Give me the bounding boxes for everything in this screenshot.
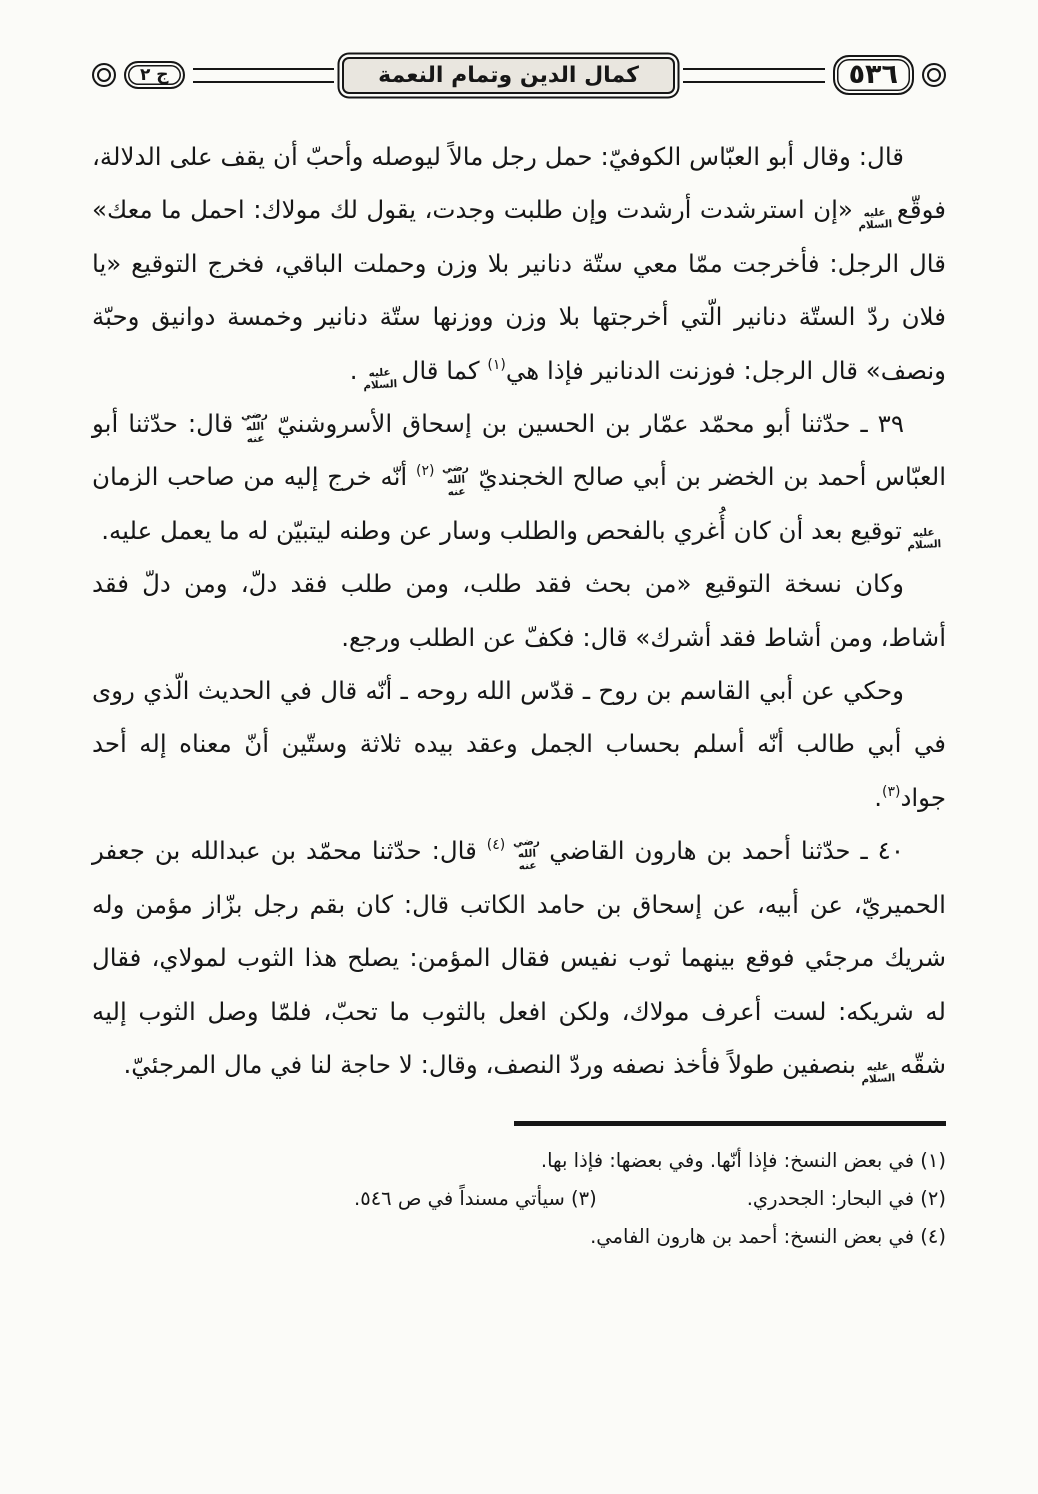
- text-run: بنصفين طولاً فأخذ نصفه وردّ النصف، وقال: لا حاجة لنا في مال المرجئيّ.: [123, 1049, 856, 1079]
- honorific-seal: رضي الله عنه: [442, 461, 470, 498]
- footnote-text: (٢) في البحار: الجحدري.: [746, 1186, 946, 1210]
- scroll-flourish-icon: [92, 63, 116, 87]
- text-run: أنّه خرج إليه من صاحب الزمان: [92, 462, 416, 492]
- honorific-seal: رضي الله عنه: [512, 835, 541, 872]
- page-header: [92, 50, 946, 100]
- header-band: [92, 50, 946, 100]
- body-text: [92, 130, 946, 1091]
- text-run: .: [874, 782, 882, 812]
- scroll-flourish-icon: [922, 63, 946, 87]
- footnote-separator: [514, 1121, 946, 1126]
- footnote-text: (٤) في بعض النسخ: أحمد بن هارون الفامي.: [590, 1224, 946, 1248]
- footnote-marker: (١): [487, 356, 506, 373]
- honorific-seal: عليه السلام: [860, 1060, 896, 1086]
- page-number: ٥٣٦: [833, 55, 914, 95]
- text-run: كما قال: [401, 355, 488, 385]
- honorific-seal: رضي الله عنه: [240, 407, 269, 445]
- paragraph: [92, 664, 946, 824]
- footnote-marker: (٤): [486, 837, 506, 854]
- footnotes: [92, 1121, 946, 1256]
- text-run: ٣٩ ـ حدّثنا أبو محمّد عمّار بن الحسين بن إسحاق الأسروشنيّ: [277, 409, 904, 439]
- honorific-seal: عليه السلام: [362, 366, 398, 392]
- footnote-text: (٣) سيأتي مسنداً في ص ٥٤٦.: [354, 1186, 597, 1210]
- paragraph: [92, 824, 946, 1091]
- text-run: قال: حدّثنا محمّد بن عبدالله بن جعفر الحميريّ، عن أبيه، عن إسحاق بن حامد الكاتب قال: كان بقم رجل بزّاز مؤمن وله شريك مرجئي فوقع بينهما ثوب نفيس فقال المؤمن: يصلح هذا الثوب لمولاي، فقال له شريكه: لست أعرف مولاك، ولكن افعل بالثوب ما تحبّ، فلمّا وصل الثوب إليه شقّه: [92, 836, 946, 1079]
- paragraph: [92, 557, 946, 664]
- honorific-seal: عليه السلام: [857, 206, 893, 232]
- text-run: وحكي عن أبي القاسم بن روح ـ قدّس الله روحه ـ أنّه قال في الحديث الّذي روى في أبي طالب أنّه أسلم بحساب الجمل وعقد بيده ثلاثة وستّين أنّ معناه إله أحد جواد: [92, 676, 946, 812]
- header-rule: [683, 68, 825, 83]
- footnote-text: (١) في بعض النسخ: فإذا أنّها. وفي بعضها: فإذا بها.: [540, 1148, 946, 1172]
- text-run: قال: وقال أبو العبّاس الكوفيّ: حمل رجل مالاً ليوصله وأحبّ أن يقف على الدلالة، فوقّع: [92, 142, 946, 225]
- footnote-row: [92, 1180, 946, 1218]
- book-title: كمال الدين وتمام النعمة: [342, 57, 675, 94]
- text-run: توقيع بعد أن كان أُغري بالفحص والطلب وسار عن وطنه ليتبيّن له ما يعمل عليه.: [101, 515, 902, 545]
- footnote-row: [92, 1218, 946, 1256]
- footnote-rows: [92, 1142, 946, 1256]
- text-run: .: [349, 355, 358, 385]
- paragraph: [92, 130, 946, 397]
- text-run: «إن استرشدت أرشدت وإن طلبت وجدت، يقول لك مولاك: احمل ما معك» قال الرجل: فأخرجت ممّا معي ستّة دنانير بلا وزن وحملت الباقي، فخرج التوقيع «يا فلان ردّ الستّة دنانير الّتي أخرجتها بلا وزن ووزنها ستّة دنانير وخمسة دوانيق وحبّة ونصف» قال الرجل: فوزنت الدنانير فإذا هي: [92, 195, 946, 385]
- paragraph: [92, 397, 946, 557]
- text-run: ٤٠ ـ حدّثنا أحمد بن هارون القاضي: [549, 836, 904, 866]
- text-run: وكان نسخة التوقيع «من بحث فقد طلب، ومن طلب فقد دلّ، ومن دلّ فقد أشاط، ومن أشاط فقد أشرك» قال: فكفّ عن الطلب ورجع.: [92, 569, 946, 652]
- footnote-marker: (٣): [882, 783, 901, 800]
- header-rule: [193, 68, 335, 83]
- text-run: قال: حدّثنا أبو العبّاس أحمد بن الخضر بن أبي صالح الخجنديّ: [92, 409, 947, 492]
- volume-label: ج ٢: [124, 61, 185, 89]
- footnote-marker: (٢): [415, 463, 435, 480]
- honorific-seal: عليه السلام: [907, 526, 942, 552]
- footnote-row: [92, 1142, 946, 1180]
